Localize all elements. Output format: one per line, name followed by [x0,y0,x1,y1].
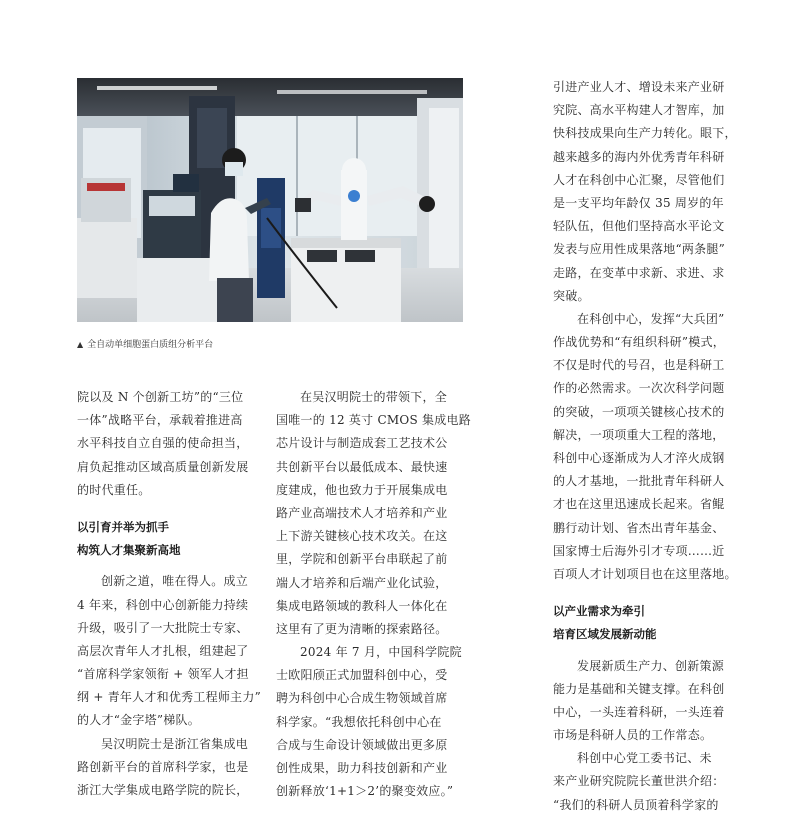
photo-caption [77,338,463,352]
text-line: 科创中心逐渐成为人才淬火成钢 [553,451,725,465]
section-heading-industry [553,600,763,646]
text-line: 科创中心党工委书记、未 [577,751,712,766]
column-3 [553,76,763,817]
text-line: 的突破，一项项关键核心技术的 [553,404,725,419]
text-line: 芯片设计与制造成套工艺技术公 [276,436,448,451]
text-line: 在吴汉明院士的带领下，全 [300,390,448,404]
text-line: 路创新平台的首席科学家，也是 [77,759,249,774]
text-line: 引进产业人才、增设未来产业研 [553,80,725,94]
text-line: 市场是科研人员的工作常态。 [553,728,713,743]
paragraph-wu-continued [276,386,472,641]
text-line: 作的必然需求。一次次科学问题 [553,381,725,396]
text-line: 中心，一头连着科研，一头连着 [553,704,725,719]
text-line: 科学家。“我想依托科创中心在 [276,714,442,729]
heading-line: 以产业需求为牵引 [553,604,645,619]
paragraph-industry [553,655,763,748]
text-line: 端人才培养和后端产业化试验， [276,575,448,590]
text-line: 能力是基础和关键支撑。在科创 [553,681,725,696]
paragraph-wu [77,733,257,803]
text-line: 院以及 N 个创新工坊”的“三位 [77,390,244,404]
text-line: 水平科技自立自强的使命担当， [77,436,249,451]
text-line: 的时代重任。 [77,482,151,497]
column-2 [276,386,472,803]
text-line: 4 年来，科创中心创新能力持续 [77,597,249,612]
paragraph-ouyang [276,641,462,803]
caption-marker: ▲ [77,340,84,349]
text-line: 鹏行动计划、省杰出青年基金、 [553,520,725,535]
text-line: 国唯一的 12 英寸 CMOS 集成电路 [276,413,472,428]
text-line: 肩负起推动区域高质量创新发展 [77,459,249,474]
paragraph-top [553,76,763,308]
paragraph-talent [77,570,262,732]
text-line: 突破。 [553,288,590,303]
text-line: 人才在科创中心汇聚，尽管他们 [553,172,725,187]
text-line: 共创新平台以最低成本、最快速 [276,459,448,474]
text-line: “我们的科研人员顶着科学家的 [553,797,719,812]
text-line: 集成电路领域的教科人一体化在 [276,598,448,613]
text-line: 作战优势和“有组织科研”模式， [553,335,726,350]
paragraph-party [553,747,763,817]
text-line: 上下游关键核心技术攻关。在这 [276,529,448,544]
heading-line: 培育区域发展新动能 [553,627,657,642]
text-line: 解决，一项项重大工程的落地， [553,427,725,442]
text-line: 发展新质生产力、创新策源 [577,658,725,673]
text-line: 浙江大学集成电路学院的院长， [77,783,249,797]
text-line: 高层次青年人才扎根，组建起了 [77,643,249,658]
text-line: 度建成，他也致力于开展集成电 [276,482,448,497]
text-line: 士欧阳颀正式加盟科创中心，受 [276,668,448,683]
text-line: 才也在这里迅速成长起来。省鲲 [553,497,725,512]
text-line: 的人才基地，一批批青年科研人 [553,474,725,489]
text-line: 一体”战略平台，承载着推进高 [77,413,243,428]
text-line: 百项人才计划项目也在这里落地。 [553,566,737,581]
lab-photo [77,78,463,322]
text-line: 合成与生命设计领域做出更多原 [276,737,448,752]
column-1 [77,386,262,802]
paragraph-intro [77,386,257,502]
text-line: 路产业高端技术人才培养和产业 [276,505,448,520]
text-line: 聘为科创中心合成生物领域首席 [276,691,448,706]
text-line: 创性成果，助力科技创新和产业 [276,761,448,775]
text-line: 越来越多的海内外优秀青年科研 [553,149,725,164]
text-line: 的人才“金字塔”梯队。 [77,713,201,728]
heading-line: 构筑人才集聚新高地 [77,543,181,558]
text-line: 2024 年 7 月，中国科学院院 [300,645,462,660]
text-line: 快科技成果向生产力转化。眼下， [553,126,737,141]
text-line: 发表与应用性成果落地“两条腿” [553,242,726,257]
caption-text: 全自动单细胞蛋白质组分析平台 [87,340,214,350]
text-line: 国家博士后海外引才专项……近 [553,543,725,558]
section-heading-talent [77,516,257,562]
text-line: 走路，在变革中求新、求进、求 [553,265,725,280]
text-line: 这里有了更为清晰的探索路径。 [276,621,448,636]
text-line: 吴汉明院士是浙江省集成电 [101,736,249,751]
paragraph-corps [553,308,763,586]
text-line: 在科创中心，发挥“大兵团” [577,311,725,326]
text-line: 究院、高水平构建人才智库，加 [553,103,725,118]
text-line: 是一支平均年龄仅 35 周岁的年 [553,195,724,210]
text-line: 轻队伍，但他们坚持高水平论文 [553,219,725,234]
text-line: 不仅是时代的号召，也是科研工 [553,358,725,373]
text-line: “首席科学家领衔 + 领军人才担 [77,667,249,682]
text-line: 创新释放‘1+1＞2’的聚变效应。” [276,784,454,799]
text-line: 升级，吸引了一大批院士专家、 [77,620,249,635]
text-line: 来产业研究院院长董世洪介绍： [553,774,725,789]
text-line: 里，学院和创新平台串联起了前 [276,552,448,567]
text-line: 纲 + 青年人才和优秀工程师主力” [77,690,262,705]
text-line: 创新之道，唯在得人。成立 [101,574,249,589]
heading-line: 以引育并举为抓手 [77,519,169,534]
